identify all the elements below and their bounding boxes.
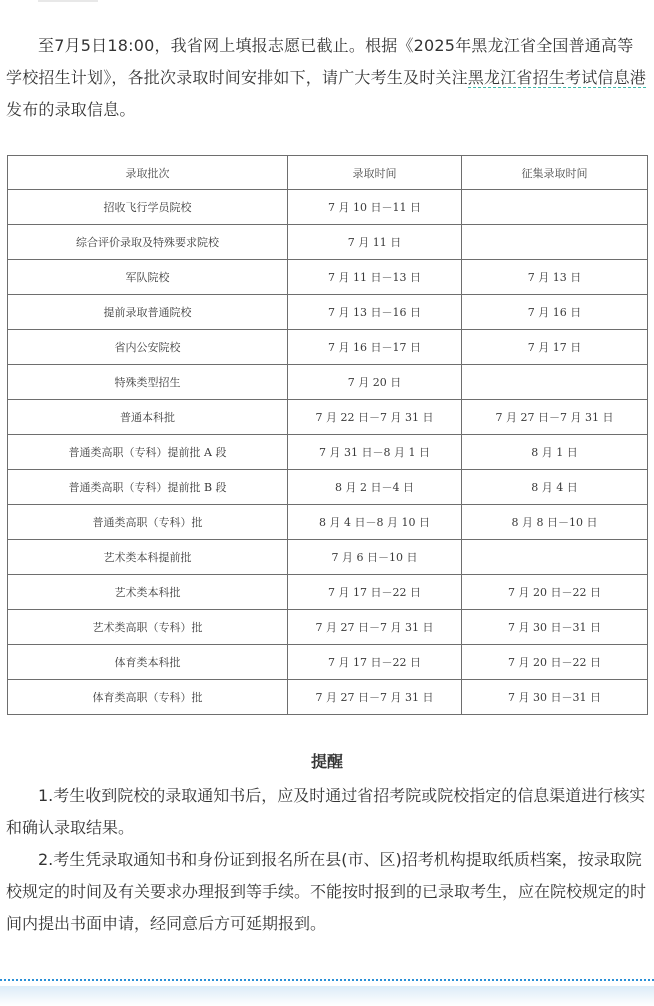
top-divider — [38, 0, 98, 2]
table-row — [8, 365, 648, 400]
intro-text-2: 发布的录取信息。 — [6, 100, 136, 119]
supp-time-cell: 7 月 30 日－31 日 — [462, 680, 648, 715]
time-cell: 7 月 27 日－7 月 31 日 — [288, 610, 462, 645]
header-time: 录取时间 — [288, 156, 462, 190]
table-row — [8, 330, 648, 365]
intro-text-1: 至7月5日18:00，我省网上填报志愿已截止。根据《2025年黑龙江省全国普通高等学校招生计划》，各批次录取时间安排如下，请广大考生及时关注 — [6, 36, 634, 87]
reminder-item-2: 2.考生凭录取通知书和身份证到报名所在县(市、区)招考机构提取纸质档案，按录取院校规定的时间及有关要求办理报到等手续。不能按时报到的已录取考生，应在院校规定的时间内提出书面申请，经同意后方可延期报到。 — [6, 850, 647, 933]
supp-time-cell: 8 月 1 日 — [462, 435, 648, 470]
batch-cell: 特殊类型招生 — [8, 365, 288, 400]
supp-time-cell: 8 月 8 日－10 日 — [462, 505, 648, 540]
table-row — [8, 540, 648, 575]
batch-cell: 普通类高职（专科）提前批 B 段 — [8, 470, 288, 505]
batch-cell: 体育类高职（专科）批 — [8, 680, 288, 715]
supp-time-cell: 7 月 20 日－22 日 — [462, 575, 648, 610]
batch-cell: 招收飞行学员院校 — [8, 190, 288, 225]
batch-cell: 普通类高职（专科）批 — [8, 505, 288, 540]
admission-schedule-table — [7, 155, 648, 715]
table-row — [8, 680, 648, 715]
intro-paragraph — [6, 30, 648, 126]
time-cell: 7 月 11 日－13 日 — [288, 260, 462, 295]
time-cell: 7 月 10 日－11 日 — [288, 190, 462, 225]
time-cell: 7 月 11 日 — [288, 225, 462, 260]
time-cell: 7 月 13 日－16 日 — [288, 295, 462, 330]
supp-time-cell — [462, 190, 648, 225]
batch-cell: 综合评价录取及特殊要求院校 — [8, 225, 288, 260]
time-cell: 7 月 27 日－7 月 31 日 — [288, 680, 462, 715]
bottom-gradient-bar — [0, 986, 654, 1006]
table-row — [8, 645, 648, 680]
batch-cell: 军队院校 — [8, 260, 288, 295]
supp-time-cell: 7 月 20 日－22 日 — [462, 645, 648, 680]
time-cell: 7 月 16 日－17 日 — [288, 330, 462, 365]
table-row — [8, 400, 648, 435]
batch-cell: 普通类高职（专科）提前批 A 段 — [8, 435, 288, 470]
table-row — [8, 505, 648, 540]
batch-cell: 艺术类高职（专科）批 — [8, 610, 288, 645]
bottom-dotted-divider — [0, 979, 654, 981]
table-row — [8, 470, 648, 505]
table-row — [8, 575, 648, 610]
batch-cell: 省内公安院校 — [8, 330, 288, 365]
reminder-heading: 提醒 — [310, 752, 343, 771]
time-cell: 7 月 6 日－10 日 — [288, 540, 462, 575]
time-cell: 8 月 4 日－8 月 10 日 — [288, 505, 462, 540]
table-row — [8, 295, 648, 330]
time-cell: 7 月 17 日－22 日 — [288, 645, 462, 680]
supp-time-cell — [462, 225, 648, 260]
supp-time-cell: 8 月 4 日 — [462, 470, 648, 505]
batch-cell: 普通本科批 — [8, 400, 288, 435]
time-cell: 8 月 2 日－4 日 — [288, 470, 462, 505]
info-port-link[interactable]: 黑龙江省招生考试信息港 — [467, 68, 647, 87]
time-cell: 7 月 22 日－7 月 31 日 — [288, 400, 462, 435]
supp-time-cell: 7 月 16 日 — [462, 295, 648, 330]
batch-cell: 提前录取普通院校 — [8, 295, 288, 330]
batch-cell: 艺术类本科批 — [8, 575, 288, 610]
supp-time-cell: 7 月 13 日 — [462, 260, 648, 295]
table-row — [8, 260, 648, 295]
table-row — [8, 435, 648, 470]
table-header-row — [8, 156, 648, 190]
reminder-item-1: 1.考生收到院校的录取通知书后，应及时通过省招考院或院校指定的信息渠道进行核实和确认录取结果。 — [6, 786, 646, 837]
table-row — [8, 610, 648, 645]
batch-cell: 体育类本科批 — [8, 645, 288, 680]
time-cell: 7 月 20 日 — [288, 365, 462, 400]
time-cell: 7 月 31 日－8 月 1 日 — [288, 435, 462, 470]
header-supplementary-time: 征集录取时间 — [462, 156, 648, 190]
supp-time-cell — [462, 365, 648, 400]
table-row — [8, 225, 648, 260]
table-row — [8, 190, 648, 225]
header-batch: 录取批次 — [8, 156, 288, 190]
time-cell: 7 月 17 日－22 日 — [288, 575, 462, 610]
supp-time-cell: 7 月 17 日 — [462, 330, 648, 365]
supp-time-cell: 7 月 27 日－7 月 31 日 — [462, 400, 648, 435]
supp-time-cell — [462, 540, 648, 575]
supp-time-cell: 7 月 30 日－31 日 — [462, 610, 648, 645]
batch-cell: 艺术类本科提前批 — [8, 540, 288, 575]
